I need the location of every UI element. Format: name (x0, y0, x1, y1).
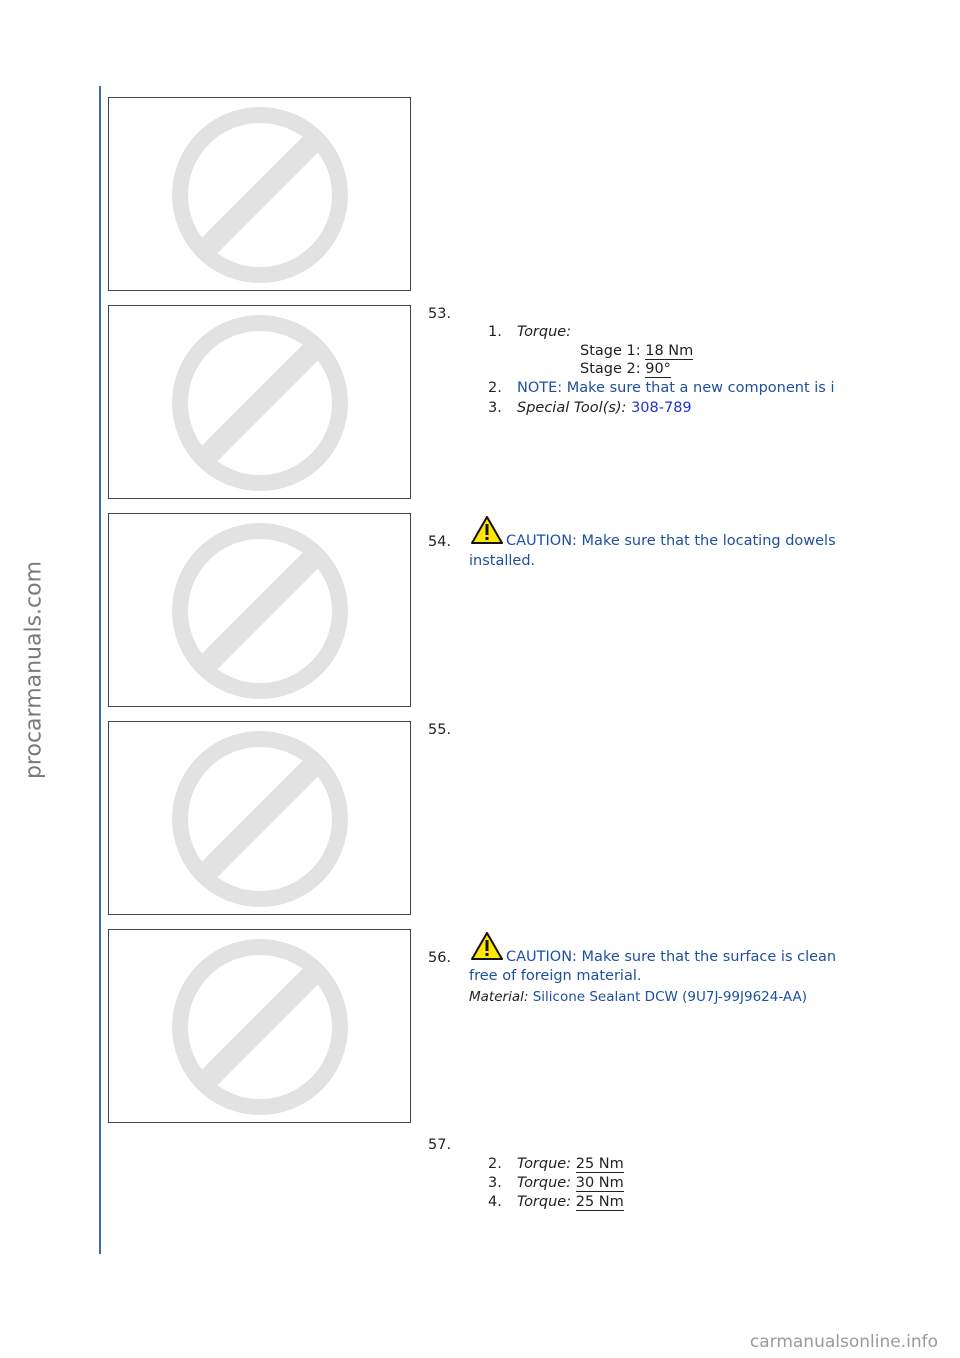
step-image-52 (108, 97, 411, 291)
step-53-stage-1 (580, 343, 693, 359)
step-image-56 (108, 929, 411, 1123)
material-value: Silicone Sealant DCW (9U7J-99J9624-AA) (532, 989, 808, 1005)
step-image-54 (108, 513, 411, 707)
special-tool-label: Special Tool(s): (517, 400, 627, 416)
no-image-placeholder-icon (109, 306, 410, 498)
torque-label: Torque: (517, 1156, 572, 1172)
warning-icon (471, 516, 503, 545)
step-54-caution: CAUTION: Make sure that the locating dowels (506, 533, 836, 549)
step-53-item-3-number: 3. (488, 400, 502, 416)
torque-label: Torque: (517, 1194, 572, 1210)
torque-value: 30 Nm (575, 1175, 624, 1191)
stage-2-prefix: Stage 2: (580, 361, 641, 377)
footer-watermark: carmanualsonline.info (749, 1332, 938, 1352)
step-57-item-3 (517, 1175, 624, 1191)
warning-icon (471, 932, 503, 961)
sidebar-watermark: procarmanuals.com (21, 560, 47, 780)
step-54-caution-cont: installed. (469, 553, 536, 569)
no-image-placeholder-icon (109, 98, 410, 290)
stage-2-value: 90° (645, 361, 671, 377)
step-57-item-2 (517, 1156, 624, 1172)
step-53-item-2-number: 2. (488, 380, 502, 396)
step-number-54: 54. (428, 534, 452, 550)
step-number-57: 57. (428, 1137, 452, 1153)
no-image-placeholder-icon (109, 514, 410, 706)
torque-value: 25 Nm (575, 1156, 624, 1172)
step-number-56: 56. (428, 950, 452, 966)
step-image-55 (108, 721, 411, 915)
no-image-placeholder-icon (109, 722, 410, 914)
step-number-53: 53. (428, 306, 452, 322)
stage-1-prefix: Stage 1: (580, 343, 641, 359)
step-56-caution-cont: free of foreign material. (469, 968, 642, 984)
step-53-stage-2 (580, 361, 671, 377)
no-image-placeholder-icon (109, 930, 410, 1122)
step-image-53 (108, 305, 411, 499)
torque-value: 25 Nm (575, 1194, 624, 1210)
step-53-torque-label: Torque: (517, 324, 572, 340)
torque-label: Torque: (517, 1175, 572, 1191)
step-number-55: 55. (428, 722, 452, 738)
step-53-item-1-number: 1. (488, 324, 502, 340)
step-57-item-3-number: 3. (488, 1175, 502, 1191)
step-53-special-tool (517, 400, 692, 416)
stage-1-value: 18 Nm (645, 343, 694, 359)
step-57-item-4 (517, 1194, 624, 1210)
page-margin-rule (99, 86, 101, 1254)
step-53-note: NOTE: Make sure that a new component is i (517, 380, 835, 396)
step-57-item-4-number: 4. (488, 1194, 502, 1210)
step-56-caution: CAUTION: Make sure that the surface is clean (506, 949, 837, 965)
step-56-material (469, 989, 807, 1005)
step-57-item-2-number: 2. (488, 1156, 502, 1172)
special-tool-link[interactable]: 308-789 (631, 400, 692, 416)
material-label: Material: (469, 989, 529, 1005)
